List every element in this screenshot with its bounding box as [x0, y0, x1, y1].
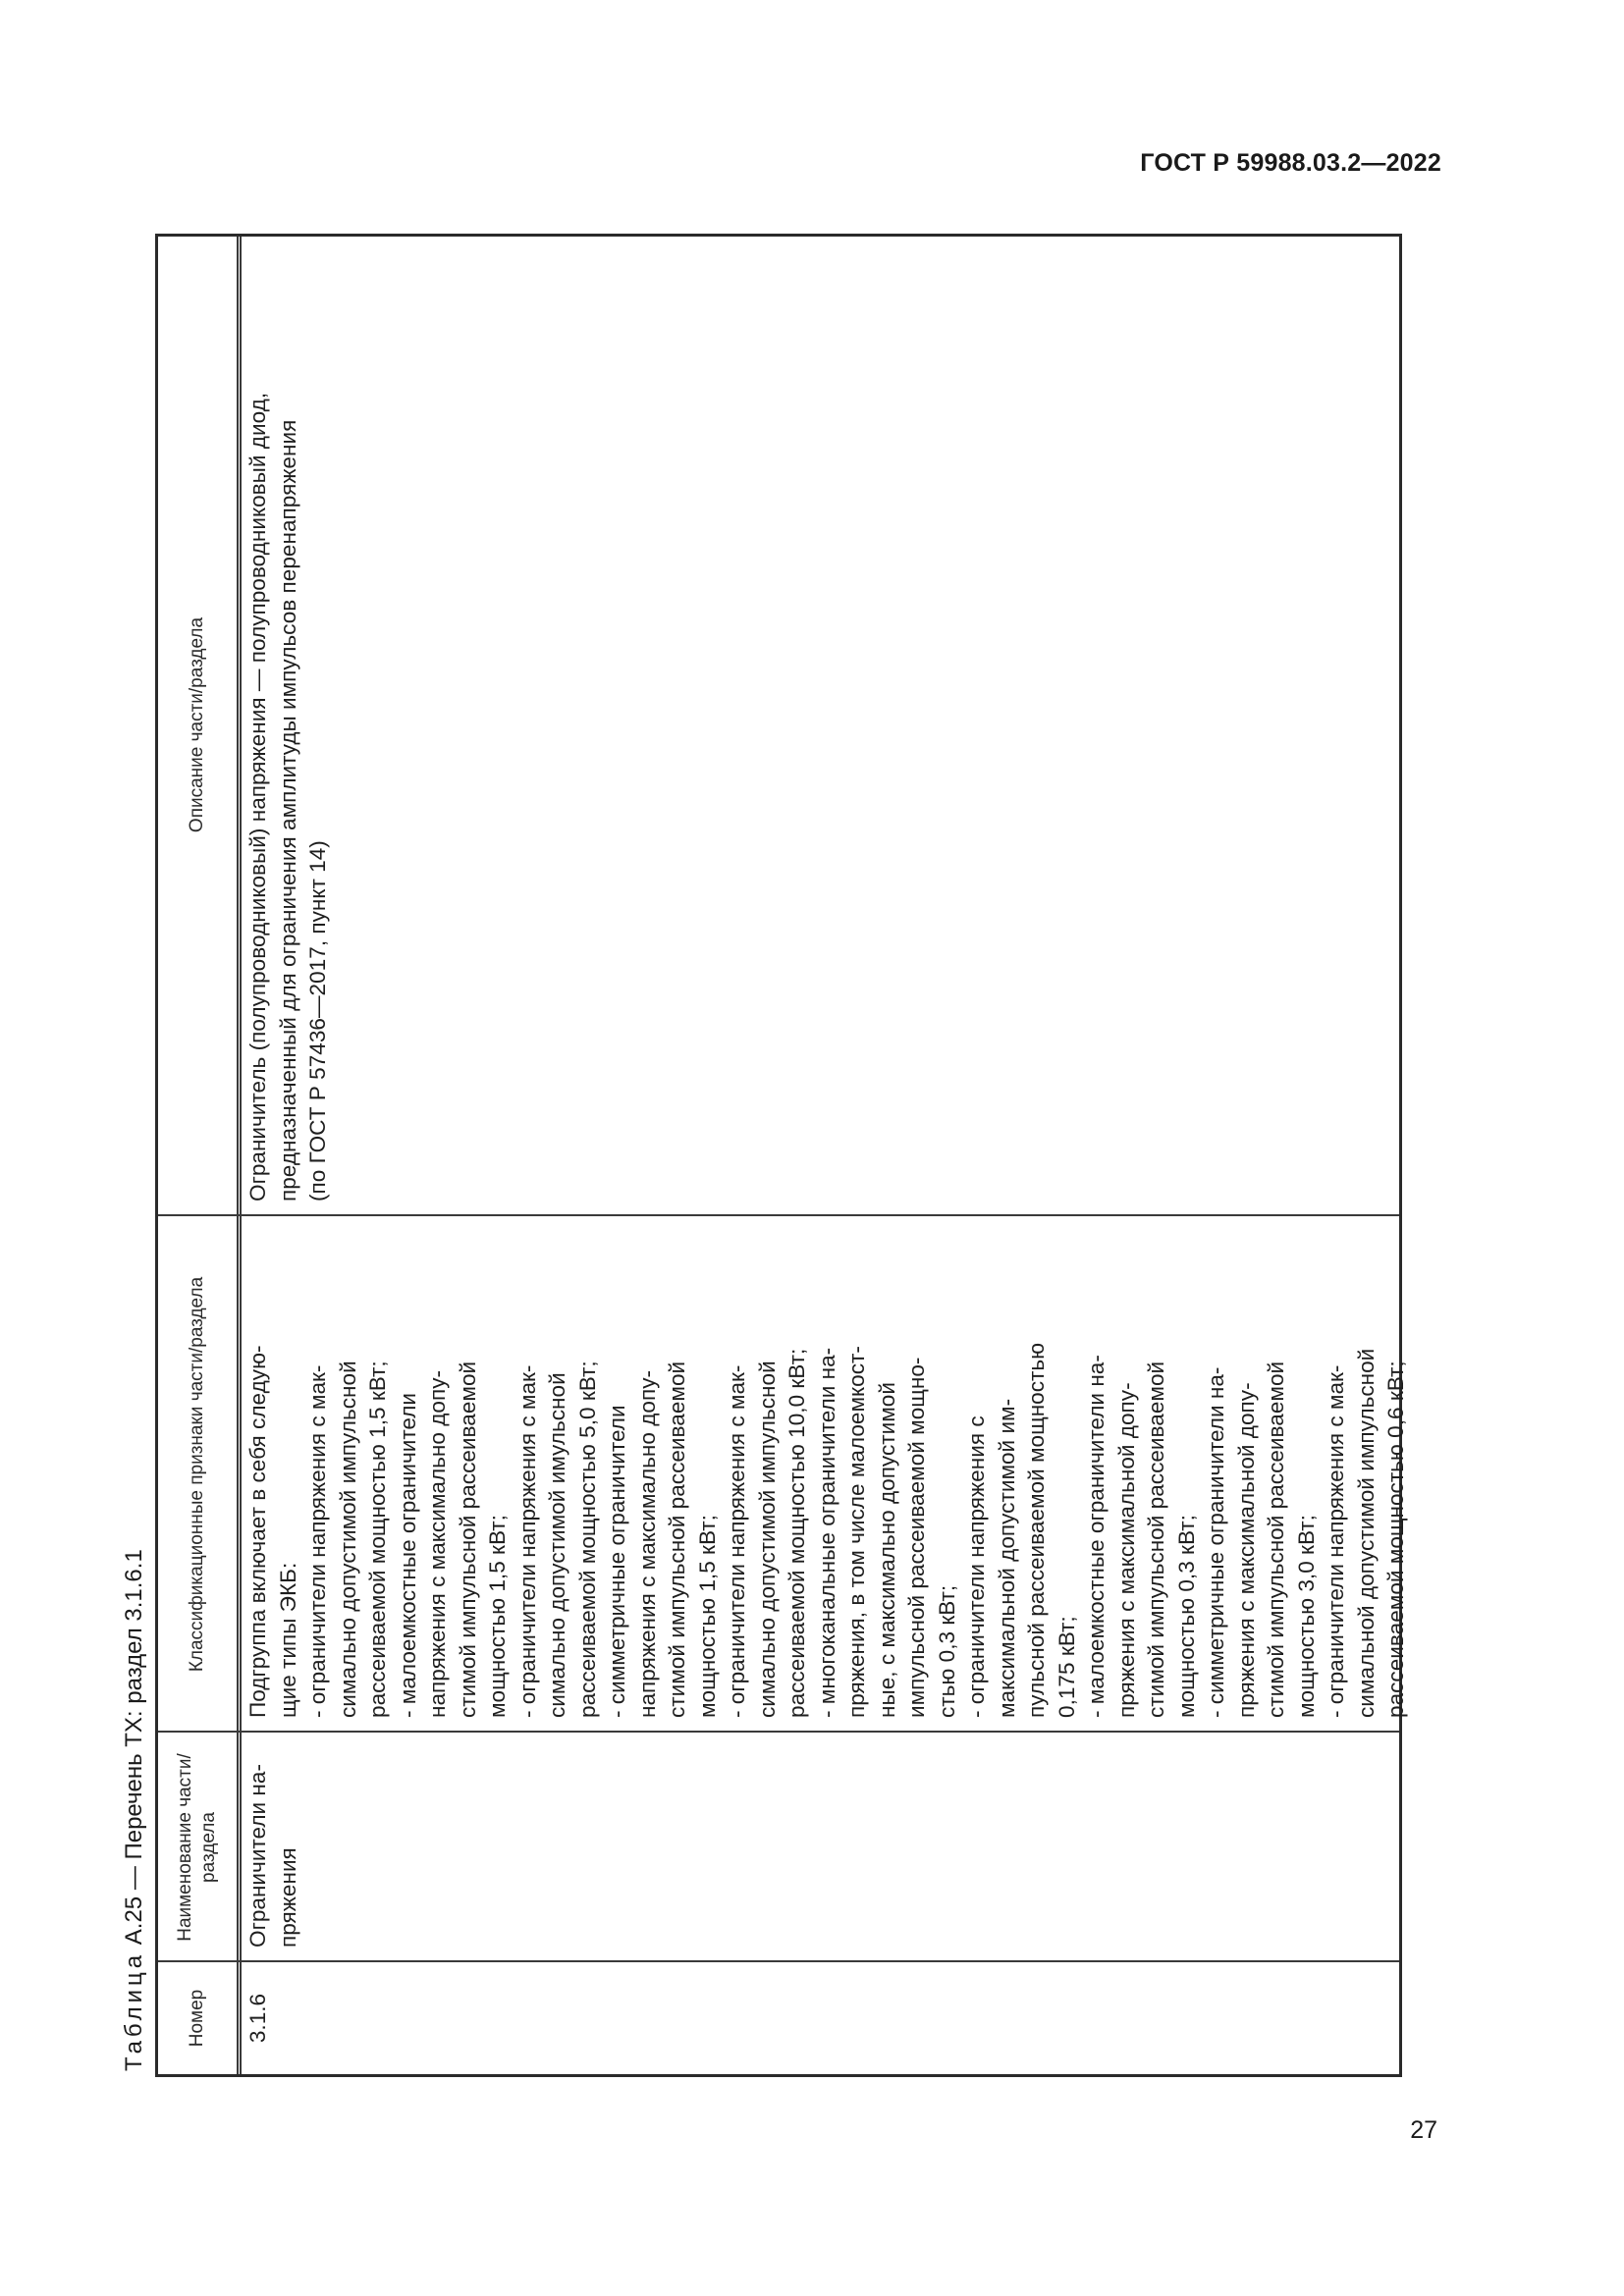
- cell-features-line: - ограничители напряжения с мак-: [725, 1364, 749, 1718]
- document-code: ГОСТ Р 59988.03.2—2022: [1140, 149, 1441, 177]
- cell-features-line: - ограничители напряжения с мак-: [305, 1364, 330, 1718]
- cell-features-line: - малоемкостные ограничители на-: [1084, 1355, 1109, 1718]
- cell-features-line: щие типы ЭКБ:: [275, 1562, 300, 1718]
- cell-features-line: симально допустимой импульсной: [335, 1361, 360, 1718]
- cell-name-line: пряжения: [275, 1847, 300, 1948]
- table-caption: [120, 1549, 149, 2071]
- cell-features: [242, 1216, 1408, 1731]
- cell-features-line: 0,175 кВт;: [1054, 1616, 1079, 1718]
- cell-features-line: стимой импульсной рассеиваемой: [665, 1361, 689, 1718]
- cell-features-line: - многоканальные ограничители на-: [814, 1347, 839, 1718]
- cell-features-line: максимальной допустимой им-: [994, 1398, 1019, 1718]
- cell-features-line: - симметричные ограничители: [605, 1405, 629, 1718]
- cell-features-line: - ограничители напряжения с мак-: [1324, 1364, 1348, 1718]
- column-header-number: Номер: [187, 1989, 207, 2048]
- cell-features-line: напряжения с максимально допу-: [425, 1369, 450, 1718]
- column-header-description: Описание части/раздела: [187, 616, 207, 833]
- cell-features-line: мощностью 0,3 кВт;: [1173, 1515, 1199, 1718]
- cell-features-line: напряжения с максимально допу-: [634, 1369, 660, 1718]
- cell-features-line: симальной допустимой импульсной: [1353, 1348, 1379, 1718]
- rotated-table-region: [112, 228, 1409, 2090]
- cell-features-line: стью 0,3 кВт;: [934, 1584, 959, 1718]
- caption-text: А.25 — Перечень ТХ: раздел 3.1.6.1: [121, 1549, 147, 1946]
- cell-features-line: пряжения, в том числе малоемкост-: [844, 1346, 869, 1718]
- cell-features-line: рассеиваемой мощностью 5,0 кВт;: [574, 1361, 600, 1718]
- cell-name: [242, 1733, 1399, 1960]
- page-number: 27: [1410, 2116, 1437, 2144]
- cell-features-line: рассеиваемой мощностью 10,0 кВт;: [785, 1348, 809, 1718]
- cell-description: [242, 234, 1399, 1214]
- cell-name-line: Ограничители на-: [245, 1764, 270, 1948]
- cell-number: 3.1.6: [245, 1993, 270, 2044]
- cell-features-line: пульсной рассеиваемой мощностью: [1024, 1342, 1049, 1718]
- caption-prefix: Таблица: [121, 1950, 147, 2071]
- cell-features-line: - ограничители напряжения с: [964, 1415, 989, 1718]
- cell-features-line: стимой импульсной рассеиваемой: [455, 1361, 480, 1718]
- cell-description-line: предназначенный для ограничения амплитуды импульсов перенапряжения: [275, 419, 300, 1201]
- cell-features-line: пряжения с максимальной допу-: [1113, 1382, 1139, 1718]
- cell-description-line: (по ГОСТ Р 57436—2017, пункт 14): [305, 840, 330, 1201]
- cell-features-line: рассеиваемой мощностью 0,6 кВт;: [1383, 1361, 1408, 1718]
- cell-features-line: стимой импульсной рассеиваемой: [1144, 1361, 1168, 1718]
- cell-features-line: стимой импульсной рассеиваемой: [1264, 1361, 1288, 1718]
- column-header-features: Классификационные признаки части/раздела: [187, 1276, 207, 1673]
- cell-features-line: мощностью 1,5 кВт;: [694, 1515, 720, 1718]
- data-table: [155, 234, 1408, 2077]
- cell-features-line: пряжения с максимальной допу-: [1233, 1382, 1259, 1718]
- cell-features-line: рассеиваемой мощностью 1,5 кВт;: [365, 1361, 390, 1718]
- column-header-name: Наименование части/раздела: [175, 1753, 219, 1942]
- cell-features-line: мощностью 3,0 кВт;: [1293, 1515, 1319, 1718]
- cell-features-line: - симметричные ограничители на-: [1204, 1366, 1228, 1718]
- cell-features-line: мощностью 1,5 кВт;: [485, 1515, 510, 1718]
- cell-features-line: ные, с максимально допустимой: [874, 1382, 899, 1718]
- cell-features-line: - ограничители напряжения с мак-: [514, 1364, 540, 1718]
- cell-features-line: симально допустимой имульсной: [545, 1372, 569, 1718]
- cell-features-line: импульсной рассеиваемой мощно-: [904, 1357, 929, 1718]
- cell-description-line: Ограничитель (полупроводниковый) напряжения — полупроводниковый диод,: [245, 392, 270, 1201]
- cell-features-line: симально допустимой импульсной: [754, 1361, 780, 1718]
- cell-features-line: Подгруппа включает в себя следую-: [245, 1345, 270, 1718]
- cell-features-line: - малоемкостные ограничители: [395, 1392, 420, 1718]
